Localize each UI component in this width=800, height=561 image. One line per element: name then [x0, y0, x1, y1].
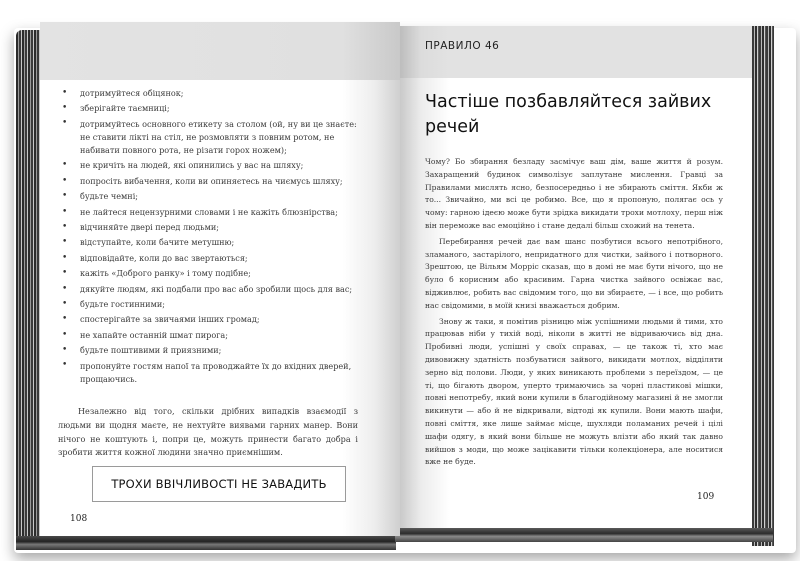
right-page: [400, 26, 752, 528]
bullet-icon: •: [62, 222, 68, 233]
list-item: [58, 117, 358, 159]
bullet-icon: •: [62, 252, 68, 263]
bullet-icon: •: [62, 88, 68, 98]
bullet-icon: •: [62, 191, 68, 202]
list-item: [58, 251, 358, 266]
page-edges-bottom-left: [16, 536, 396, 550]
body-paragraph: Знову ж таки, я помітив різницю між успішними людьми й тими, хто працював ніби у тихій воді, ніколи в житті не відриваючись від дна. Пробивні люди, успішні у своїх справах, — це також ті, хто має дивовижну здатність позбуватися зайвого, викидати мотлох, відділяти зерно від полови. Люди, у яких виникають проблеми з переїздом, — це ті, що бігають двором, уперто тримаючись за чорні пластикові мішки, повні непотребу, який вони купили в благодійному магазині й не змогли викинути — або й не відкривали, відтоді як купили. Вони мають шафи, повні сміття, яке лише займає місце, шухляди поламаних речей і цілі шафи одягу, в який вони більше не можуть влізти або який так давно вийшов з моди, що може зацікавити тільки колекціонера, але носитися вже не буде.: [425, 316, 723, 467]
list-item: [58, 343, 358, 358]
list-item-text: дякуйте людям, які подбали про вас або зробили щось для вас;: [80, 283, 353, 294]
list-item-text: не кричіть на людей, які опинились у вас на шляху;: [80, 160, 304, 171]
list-item-text: будьте чемні;: [80, 191, 139, 202]
list-item-text: зберігайте таємниці;: [80, 103, 170, 114]
etiquette-list: [58, 86, 358, 387]
list-item-text: кажіть «Доброго ранку» і тому подібне;: [80, 268, 251, 279]
list-item-text: дотримуйтеся обіцянок;: [80, 88, 184, 98]
bullet-icon: •: [62, 237, 68, 248]
list-item: [58, 266, 358, 281]
body-paragraph: Чому? Бо збирання безладу засмічує ваш дім, ваше життя й розум. Захаращений будинок символізує заплутане мислення. Гравці за Правилами мислять ясно, безпосередньо і не збирають сміття. Якби ж то... Звичайно, ми всі це робимо. Все, що я пропоную, полягає ось у чому: гарною ідеєю може бути зрідка викидати трохи мотлоху, перш ніж він переможе вас емоційно і стане дедалі більш схожий на тенета.: [425, 157, 723, 230]
list-item: [58, 86, 358, 101]
list-item-text: відповідайте, коли до вас звертаються;: [80, 252, 248, 263]
page-number-left: 108: [70, 514, 88, 524]
bullet-icon: •: [62, 103, 68, 114]
left-page: [40, 22, 400, 536]
motto-box: ТРОХИ ВВІЧЛИВОСТІ НЕ ЗАВАДИТЬ: [92, 466, 346, 502]
page-edges-bottom-right: [395, 528, 773, 542]
list-item: [58, 101, 358, 116]
page-edges-right: [752, 26, 774, 546]
list-item: [58, 205, 358, 220]
list-item-text: відступайте, коли бачите метушню;: [80, 237, 235, 248]
list-item: [58, 328, 358, 343]
list-item: [58, 235, 358, 250]
bullet-icon: •: [62, 345, 68, 356]
bullet-icon: •: [62, 299, 68, 310]
list-item: [58, 282, 358, 297]
bullet-icon: •: [62, 329, 68, 340]
right-page-header-band: [400, 26, 752, 78]
bullet-icon: •: [62, 268, 68, 279]
chapter-title: Частіше позбавляйтеся зайвих речей: [425, 92, 712, 137]
bullet-icon: •: [62, 206, 68, 217]
list-item-text: пропонуйте гостям напої та проводжайте їх до вхідних дверей, прощаючись.: [80, 360, 352, 384]
bullet-icon: •: [62, 314, 68, 325]
list-item-text: відчиняйте двері перед людьми;: [80, 222, 219, 233]
list-item-text: спостерігайте за звичаями інших громад;: [80, 314, 260, 325]
list-item-text: будьте гостинними;: [80, 299, 165, 310]
list-item: [58, 158, 358, 173]
bullet-icon: •: [62, 359, 68, 370]
rule-label: ПРАВИЛО 46: [425, 40, 500, 52]
page-number-right: 109: [697, 492, 715, 502]
list-item: [58, 174, 358, 189]
left-page-header-band: [40, 22, 400, 80]
list-item-text: дотримуйтесь основного етикету за столом (ой, ну ви це знаєте: не ставити лікті на стіл, не розмовляти з повним ротом, не набивати повного рота, не різати горох ножем);: [80, 118, 357, 156]
closing-paragraph: Незалежно від того, скільки дрібних випадків взаємодії з людьми ви щодня маєте, не нехтуйте виявами гарних манер. Вони нічого не коштують і, попри це, можуть принести багато добра і зробити життя кожної людини значно приємнішим.: [58, 406, 358, 458]
chapter-body: [425, 156, 723, 472]
list-item: [58, 297, 358, 312]
list-item: [58, 189, 358, 204]
list-item: [58, 359, 358, 387]
list-item-text: будьте поштивими й приязними;: [80, 345, 222, 356]
body-paragraph: Перебирання речей дає вам шанс позбутися всього непотрібного, зламаного, застарілого, непридатного для чистки, зайвого і потворного. Зрештою, це Вільям Морріс сказав, що в домі не має бути нічого, що не було б корисним або красивим. Гарна чистка зайвого освіжає вас, відживлює, робить вас свідомим того, що ви збираєте, — і все, що робить нас свідомими, в моїй книзі вважається добрим.: [425, 236, 723, 310]
list-item-text: не лайтеся нецензурними словами і не кажіть блюзнірства;: [80, 206, 338, 217]
list-item: [58, 220, 358, 235]
bullet-icon: •: [62, 175, 68, 186]
list-item: [58, 312, 358, 327]
bullet-icon: •: [62, 117, 68, 128]
list-item-text: не хапайте останній шмат пирога;: [80, 329, 228, 340]
list-item-text: попросіть вибачення, коли ви опиняєтесь на чиємусь шляху;: [80, 175, 343, 186]
bullet-icon: •: [62, 160, 68, 171]
bullet-icon: •: [62, 283, 68, 294]
